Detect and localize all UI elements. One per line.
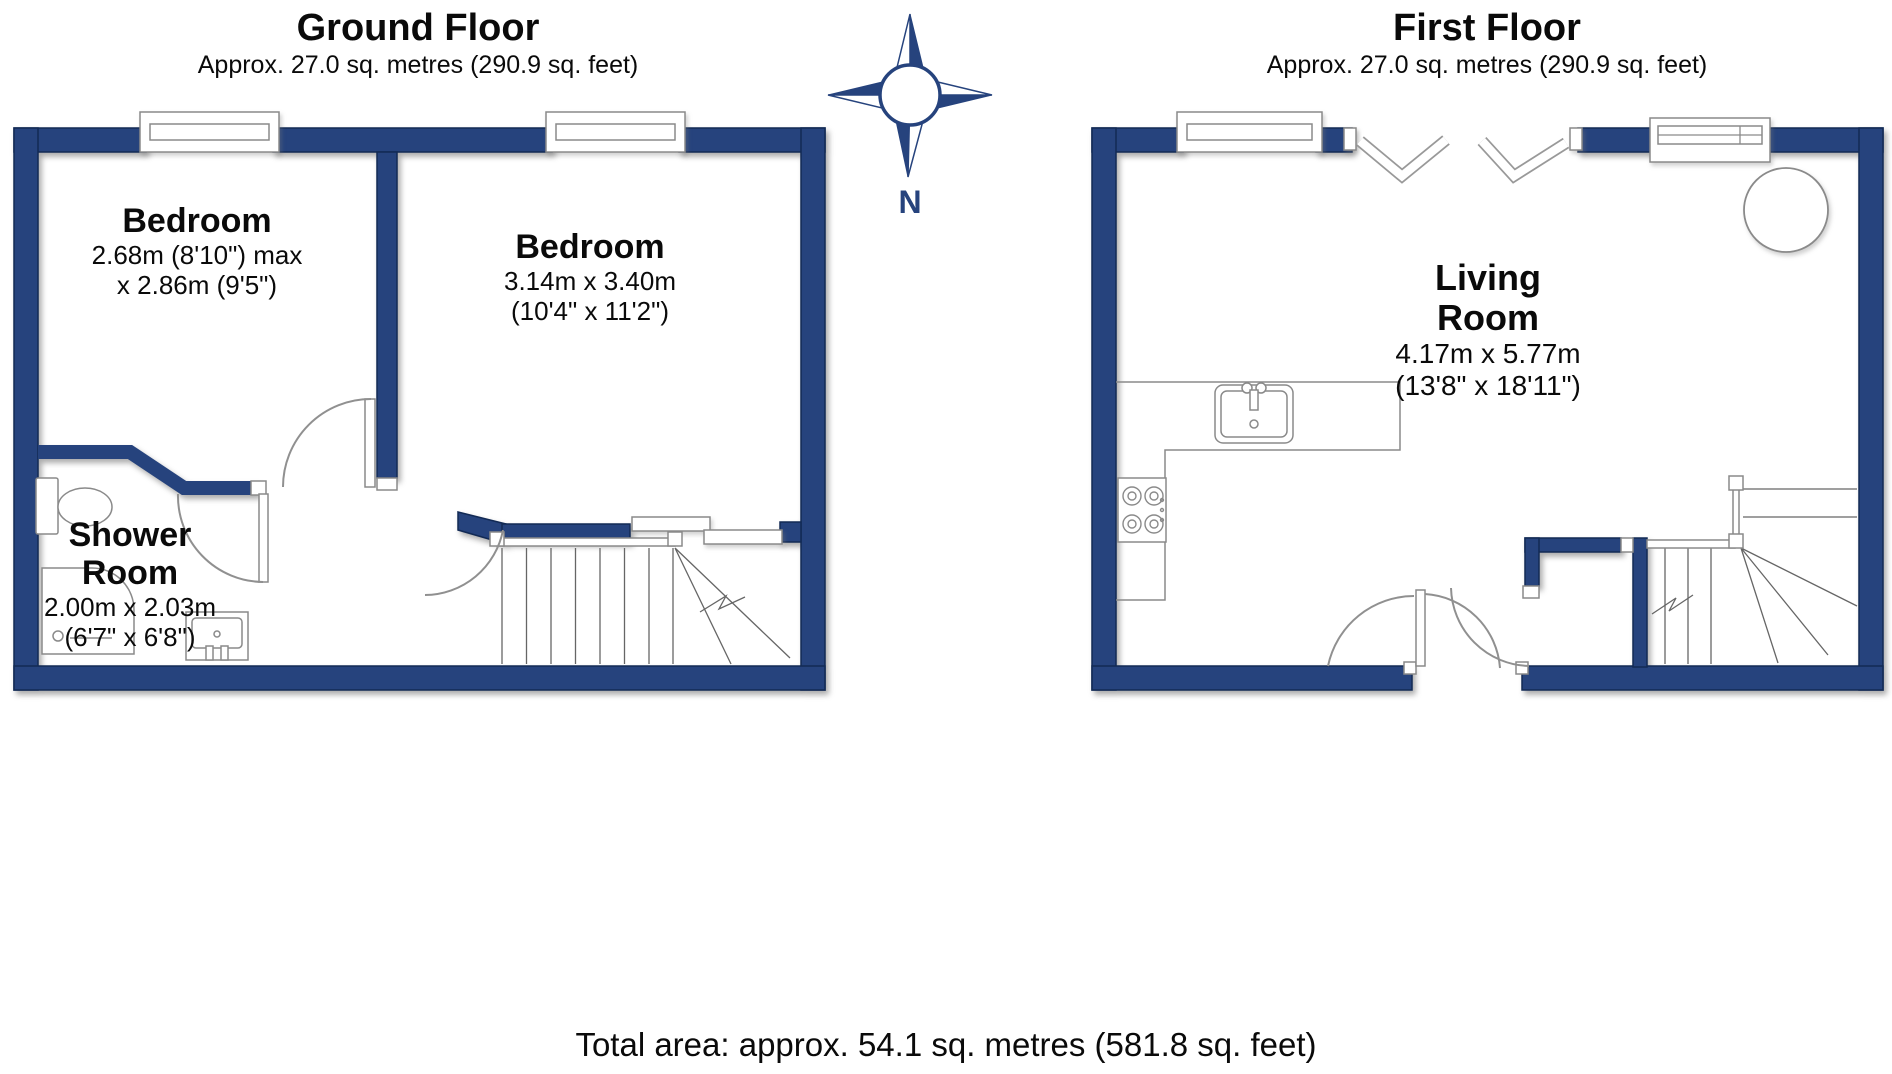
bedroom-door-leaf: [365, 399, 375, 487]
north-label: N: [898, 184, 922, 220]
total-area-text: Total area: approx. 54.1 sq. metres (581.8 sq. feet): [575, 1026, 1317, 1063]
winder-treads: [1741, 548, 1857, 663]
ground-floor-windows: [140, 112, 782, 544]
bedroom-partition-wall: [377, 152, 397, 478]
door-swing-arc: [283, 399, 371, 487]
room-name: Bedroom: [515, 228, 665, 266]
ground-floor-area: Approx. 27.0 sq. metres (290.9 sq. feet): [197, 51, 639, 79]
room-dimensions: (10'4" x 11'2"): [511, 296, 669, 326]
room-dimensions: (13'8" x 18'11"): [1395, 370, 1581, 401]
room-dimensions: (6'7" x 6'8"): [64, 622, 196, 652]
round-table: [1744, 168, 1828, 252]
ground-floor-header: [18, 6, 818, 80]
compass-rose: [828, 14, 992, 220]
handrail: [497, 538, 675, 546]
newel-post: [1729, 476, 1743, 490]
newel-post: [668, 532, 682, 546]
faucet: [1250, 390, 1258, 410]
door-swing-arc: [1425, 594, 1500, 668]
upper-treads: [1743, 489, 1857, 517]
window: [546, 112, 685, 152]
room-name: Living: [1435, 257, 1541, 298]
first-floor-area: Approx. 27.0 sq. metres (290.9 sq. feet): [1266, 51, 1708, 79]
first-floor-title: First Floor: [1393, 7, 1581, 49]
room-dimensions: 4.17m x 5.77m: [1395, 338, 1581, 369]
door-jamb: [377, 478, 397, 490]
shower-room-wall: [38, 452, 258, 488]
room-name: Room: [81, 554, 179, 592]
door-swing-arc: [1451, 588, 1529, 666]
door-jamb: [251, 481, 266, 495]
room-dimensions: 3.14m x 3.40m: [504, 266, 676, 296]
room-dimensions: 2.00m x 2.03m: [44, 592, 216, 622]
window: [1650, 118, 1770, 162]
first-floor-windows: [1177, 112, 1770, 176]
room-dimensions: x 2.86m (9'5"): [116, 270, 278, 300]
winder-treads: [675, 548, 790, 664]
window: [140, 112, 279, 152]
patio-door-panel: [704, 530, 782, 544]
stair-wall: [1633, 538, 1647, 667]
ground-floor-stairs: [490, 532, 790, 664]
stair-treads: [502, 548, 790, 664]
kitchen-area: [1116, 382, 1400, 600]
handrail: [1647, 540, 1735, 548]
door-jamb: [1516, 662, 1528, 674]
stair-direction-arrow: [700, 596, 745, 612]
patio-door-panel: [632, 517, 710, 531]
room-name: Room: [1437, 297, 1539, 338]
first-floor-doors: [1328, 538, 1633, 674]
first-floor-stairs: [1647, 476, 1857, 664]
entry-door-leaf: [1416, 590, 1425, 666]
window-jamb: [1570, 128, 1582, 150]
handrail: [1733, 483, 1739, 535]
door-jamb: [1523, 586, 1539, 598]
door-swing-arc: [1328, 596, 1414, 666]
open-casement-windows: [1360, 140, 1566, 176]
shower-room-label: [30, 516, 230, 652]
room-name: Shower: [68, 516, 192, 554]
ground-floor-title: Ground Floor: [296, 7, 540, 49]
living-room-label: [1338, 258, 1638, 402]
hall-wall: [1525, 538, 1539, 586]
window: [1177, 112, 1322, 152]
stair-direction-arrow: [1652, 595, 1693, 614]
first-floor-header: [1092, 6, 1882, 80]
window-jamb: [1344, 128, 1356, 150]
door-jamb: [1404, 662, 1416, 674]
door-jamb: [1621, 538, 1633, 552]
bedroom2-label: [450, 228, 730, 326]
bedroom1-label: [57, 202, 337, 300]
room-name: Bedroom: [122, 202, 272, 240]
shower-door-leaf: [259, 494, 268, 582]
room-dimensions: 2.68m (8'10") max: [91, 240, 303, 270]
newel-post: [1729, 534, 1743, 548]
